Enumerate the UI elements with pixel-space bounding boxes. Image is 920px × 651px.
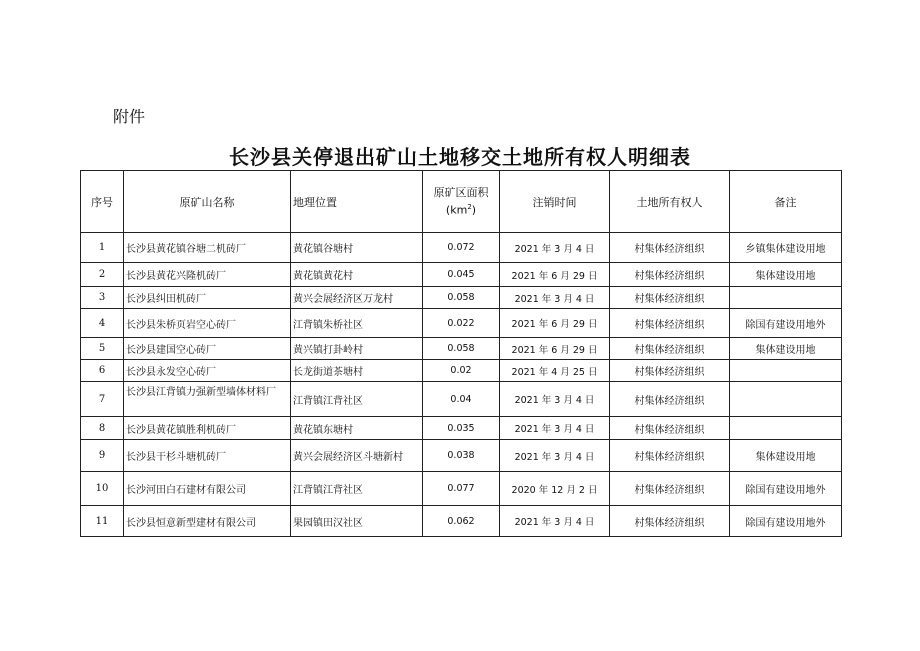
cell-seq: 1 — [81, 233, 124, 263]
cell-location: 黄兴会展经济区斗塘新村 — [291, 440, 423, 472]
cell-remark — [730, 287, 842, 309]
cell-location: 江背镇江背社区 — [291, 472, 423, 506]
cell-date: 2021 年 3 月 4 日 — [500, 440, 610, 472]
cell-seq: 3 — [81, 287, 124, 309]
detail-table — [80, 170, 842, 537]
cell-remark — [730, 417, 842, 440]
cell-date: 2021 年 6 月 29 日 — [500, 263, 610, 287]
header-location: 地理位置 — [291, 171, 423, 233]
header-remark: 备注 — [730, 171, 842, 233]
table-row — [81, 360, 842, 382]
cell-remark: 除国有建设用地外 — [730, 506, 842, 537]
cell-name: 长沙县黄花镇胜利机砖厂 — [124, 417, 291, 440]
cell-date: 2020 年 12 月 2 日 — [500, 472, 610, 506]
cell-location: 江背镇江背社区 — [291, 382, 423, 417]
cell-location: 黄花镇黄花村 — [291, 263, 423, 287]
cell-area: 0.035 — [423, 417, 500, 440]
cell-owner: 村集体经济组织 — [610, 233, 730, 263]
cell-name: 长沙县纠田机砖厂 — [124, 287, 291, 309]
cell-remark: 集体建设用地 — [730, 440, 842, 472]
table-row — [81, 417, 842, 440]
cell-area: 0.022 — [423, 309, 500, 338]
cell-date: 2021 年 3 月 4 日 — [500, 382, 610, 417]
cell-owner: 村集体经济组织 — [610, 309, 730, 338]
cell-area: 0.062 — [423, 506, 500, 537]
cell-remark: 乡镇集体建设用地 — [730, 233, 842, 263]
cell-name: 长沙县黄花兴隆机砖厂 — [124, 263, 291, 287]
table-row — [81, 263, 842, 287]
cell-remark: 集体建设用地 — [730, 338, 842, 360]
cell-name: 长沙县建国空心砖厂 — [124, 338, 291, 360]
cell-owner: 村集体经济组织 — [610, 360, 730, 382]
cell-area: 0.038 — [423, 440, 500, 472]
cell-date: 2021 年 6 月 29 日 — [500, 309, 610, 338]
cell-name: 长沙河田白石建材有限公司 — [124, 472, 291, 506]
cell-owner: 村集体经济组织 — [610, 417, 730, 440]
cell-seq: 6 — [81, 360, 124, 382]
cell-owner: 村集体经济组织 — [610, 263, 730, 287]
cell-seq: 5 — [81, 338, 124, 360]
cell-name: 长沙县江背镇力强新型墙体材料厂 — [124, 382, 291, 417]
cell-owner: 村集体经济组织 — [610, 382, 730, 417]
cell-location: 长龙街道茶塘村 — [291, 360, 423, 382]
header-cancel-time: 注销时间 — [500, 171, 610, 233]
header-area-label: 原矿区面积 — [433, 186, 489, 200]
table-row — [81, 382, 842, 417]
cell-location: 江背镇朱桥社区 — [291, 309, 423, 338]
header-seq: 序号 — [81, 171, 124, 233]
table-row — [81, 233, 842, 263]
cell-owner: 村集体经济组织 — [610, 287, 730, 309]
cell-area: 0.045 — [423, 263, 500, 287]
cell-location: 黄兴会展经济区万龙村 — [291, 287, 423, 309]
cell-owner: 村集体经济组织 — [610, 506, 730, 537]
cell-seq: 10 — [81, 472, 124, 506]
cell-area: 0.04 — [423, 382, 500, 417]
table-row — [81, 287, 842, 309]
cell-date: 2021 年 3 月 4 日 — [500, 506, 610, 537]
cell-owner: 村集体经济组织 — [610, 440, 730, 472]
cell-name: 长沙县干杉斗塘机砖厂 — [124, 440, 291, 472]
table-row — [81, 440, 842, 472]
cell-name: 长沙县永发空心砖厂 — [124, 360, 291, 382]
cell-remark — [730, 360, 842, 382]
cell-location: 黄兴镇打卦岭村 — [291, 338, 423, 360]
cell-remark — [730, 382, 842, 417]
cell-location: 黄花镇谷塘村 — [291, 233, 423, 263]
cell-date: 2021 年 6 月 29 日 — [500, 338, 610, 360]
cell-seq: 7 — [81, 382, 124, 417]
cell-owner: 村集体经济组织 — [610, 338, 730, 360]
cell-seq: 4 — [81, 309, 124, 338]
cell-remark: 除国有建设用地外 — [730, 309, 842, 338]
cell-date: 2021 年 3 月 4 日 — [500, 233, 610, 263]
cell-date: 2021 年 4 月 25 日 — [500, 360, 610, 382]
cell-area: 0.072 — [423, 233, 500, 263]
attachment-label: 附件 — [113, 107, 146, 126]
header-area — [423, 171, 500, 233]
table-row — [81, 309, 842, 338]
cell-date: 2021 年 3 月 4 日 — [500, 417, 610, 440]
header-area-unit: $(km^2)$ — [445, 203, 477, 217]
cell-name: 长沙县恒意新型建材有限公司 — [124, 506, 291, 537]
table-row — [81, 338, 842, 360]
cell-area: 0.077 — [423, 472, 500, 506]
header-owner: 土地所有权人 — [610, 171, 730, 233]
cell-remark: 集体建设用地 — [730, 263, 842, 287]
table-row — [81, 506, 842, 537]
table-row — [81, 472, 842, 506]
header-row — [81, 171, 842, 233]
document-title: 长沙县关停退出矿山土地移交土地所有权人明细表 — [229, 145, 691, 169]
header-name: 原矿山名称 — [124, 171, 291, 233]
cell-area: 0.058 — [423, 287, 500, 309]
cell-seq: 8 — [81, 417, 124, 440]
cell-area: 0.02 — [423, 360, 500, 382]
cell-name: 长沙县黄花镇谷塘二机砖厂 — [124, 233, 291, 263]
cell-seq: 2 — [81, 263, 124, 287]
cell-owner: 村集体经济组织 — [610, 472, 730, 506]
cell-seq: 9 — [81, 440, 124, 472]
cell-area: 0.058 — [423, 338, 500, 360]
cell-location: 黄花镇东塘村 — [291, 417, 423, 440]
cell-remark: 除国有建设用地外 — [730, 472, 842, 506]
cell-seq: 11 — [81, 506, 124, 537]
cell-date: 2021 年 3 月 4 日 — [500, 287, 610, 309]
cell-location: 果园镇田汉社区 — [291, 506, 423, 537]
cell-name: 长沙县朱桥页岩空心砖厂 — [124, 309, 291, 338]
